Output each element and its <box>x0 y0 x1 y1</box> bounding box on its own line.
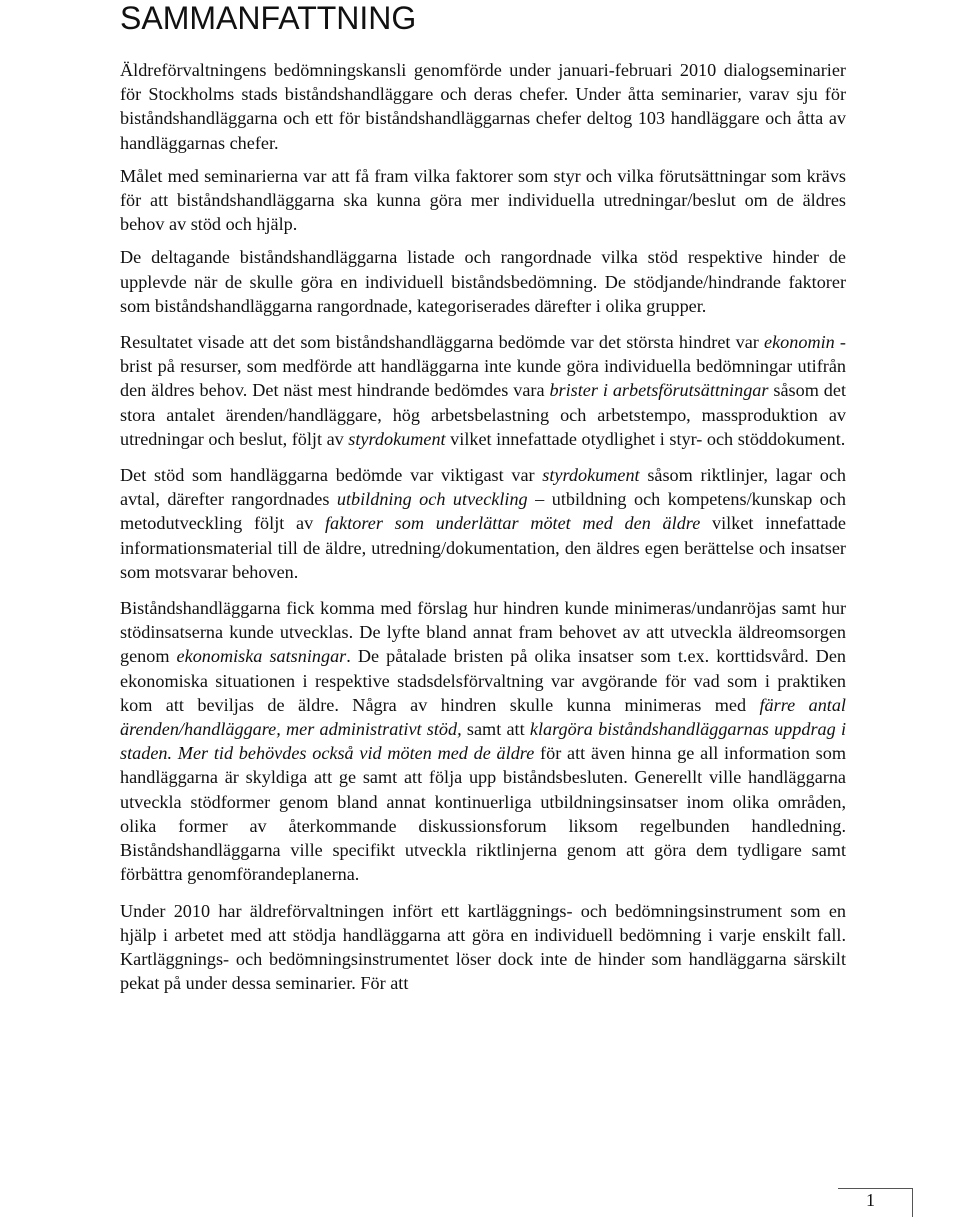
text-run: för att även hinna ge all information som handläggarna är skyldiga att ge samt att följa upp biståndsbesluten. Generellt ville handläggarna utveckla stödformer genom bland annat kontinuerliga utbildningsinsatser inom olika områden, olika former av återkommande diskussionsforum liksom regelbunden handledning. Biståndshandläggarna ville specifikt utveckla riktlinjerna genom att göra dem tydligare samt förbättra genomförandeplanerna. <box>120 743 846 885</box>
page-number: 1 <box>866 1190 875 1210</box>
text-run: såsom det stora antalet ärenden/handläggare, hög arbetsbelastning och arbetstempo, massproduktion av utredningar och beslut, följt av <box>120 380 846 449</box>
emphasis: styrdokument <box>542 465 640 486</box>
text-run: såsom riktlinjer, lagar och avtal, därefter rangordnades <box>120 465 846 510</box>
document-body <box>120 58 846 1007</box>
page-title: SAMMANFATTNING <box>120 0 417 36</box>
paragraph-4 <box>120 330 846 451</box>
text-run: Det stöd som handläggarna bedömde var viktigast var <box>120 465 543 486</box>
emphasis: brister i arbetsförutsättningar <box>549 380 769 401</box>
emphasis: faktorer som underlättar mötet med den äldre <box>324 513 701 534</box>
emphasis: styrdokument <box>348 428 446 449</box>
paragraph-6 <box>120 596 846 886</box>
text-run: – utbildning och kompetens/kunskap och metodutveckling följt av <box>120 489 846 534</box>
text-run: samt att <box>461 719 530 740</box>
text-run: Biståndshandläggarna fick komma med förslag hur hindren kunde minimeras/undanröjas samt hur stödinsatserna kunde utvecklas. De lyfte bland annat fram behovet av att utveckla äldreomsorgen genom <box>120 598 846 667</box>
emphasis: utbildning och utveckling <box>336 489 528 510</box>
emphasis: ekonomiska satsningar <box>176 646 347 667</box>
paragraph-7: Under 2010 har äldreförvaltningen infört ett kartläggnings- och bedömningsinstrument som en hjälp i arbetet med att stödja handläggarna att göra en individuell bedömning i varje enskilt fall. Kartläggnings- och bedömningsinstrumentet löser dock inte de hinder som handläggarna särskilt pekat på under dessa seminarier. För att <box>120 900 846 994</box>
paragraph-3: De deltagande biståndshandläggarna listade och rangordnade vilka stöd respektive hinder de upplevde när de skulle göra en individuell biståndsbedömning. De stödjande/hindrande faktorer som biståndshandläggarna rangordnade, kategoriserades därefter i olika grupper. <box>120 247 846 316</box>
paragraph-2: Målet med seminarierna var att få fram vilka faktorer som styr och vilka förutsättningar som krävs för att biståndshandläggarna ska kunna göra mer individuella utredningar/beslut om de äldres behov av stöd och hjälp. <box>120 165 846 235</box>
paragraph-5 <box>120 463 846 584</box>
paragraph-1: Äldreförvaltningens bedömningskansli genomförde under januari-februari 2010 dialogseminarier för Stockholms stads biståndshandläggare och deras chefer. Under åtta seminarier, varav sju för biståndshandläggarna och ett för biståndshandläggarnas chefer deltog 103 handläggare och åtta av handläggarnas chefer. <box>120 60 846 153</box>
emphasis: ekonomin <box>764 332 835 353</box>
text-run: Resultatet visade att det som biståndshandläggarna bedömde var det största hindret var <box>120 332 765 353</box>
text-run: - brist på resurser, som medförde att handläggarna inte kunde göra individuella bedömningar utifrån den äldres behov. Det näst mest hindrande bedömdes vara <box>120 332 846 401</box>
emphasis: färre antal ärenden/handläggare, mer administrativt stöd, <box>120 694 846 740</box>
emphasis: klargöra biståndshandläggarnas uppdrag i staden. Mer tid behövdes också vid möten med de äldre <box>120 719 846 764</box>
text-run: . De påtalade bristen på olika insatser som t.ex. korttidsvård. Den ekonomiska situationen i respektive stadsdelsförvaltning var avgörande för vad som i praktiken kom att beviljas de äldre. Några av hindren skulle kunna minimeras med <box>120 646 846 715</box>
text-run: vilket innefattade informationsmaterial till de äldre, utredning/dokumentation, den äldres egen berättelse och insatser som motsvarar behoven. <box>120 513 846 582</box>
page-number-frame <box>838 1188 913 1217</box>
text-run: vilket innefattade otydlighet i styr- och stöddokument. <box>445 428 846 449</box>
